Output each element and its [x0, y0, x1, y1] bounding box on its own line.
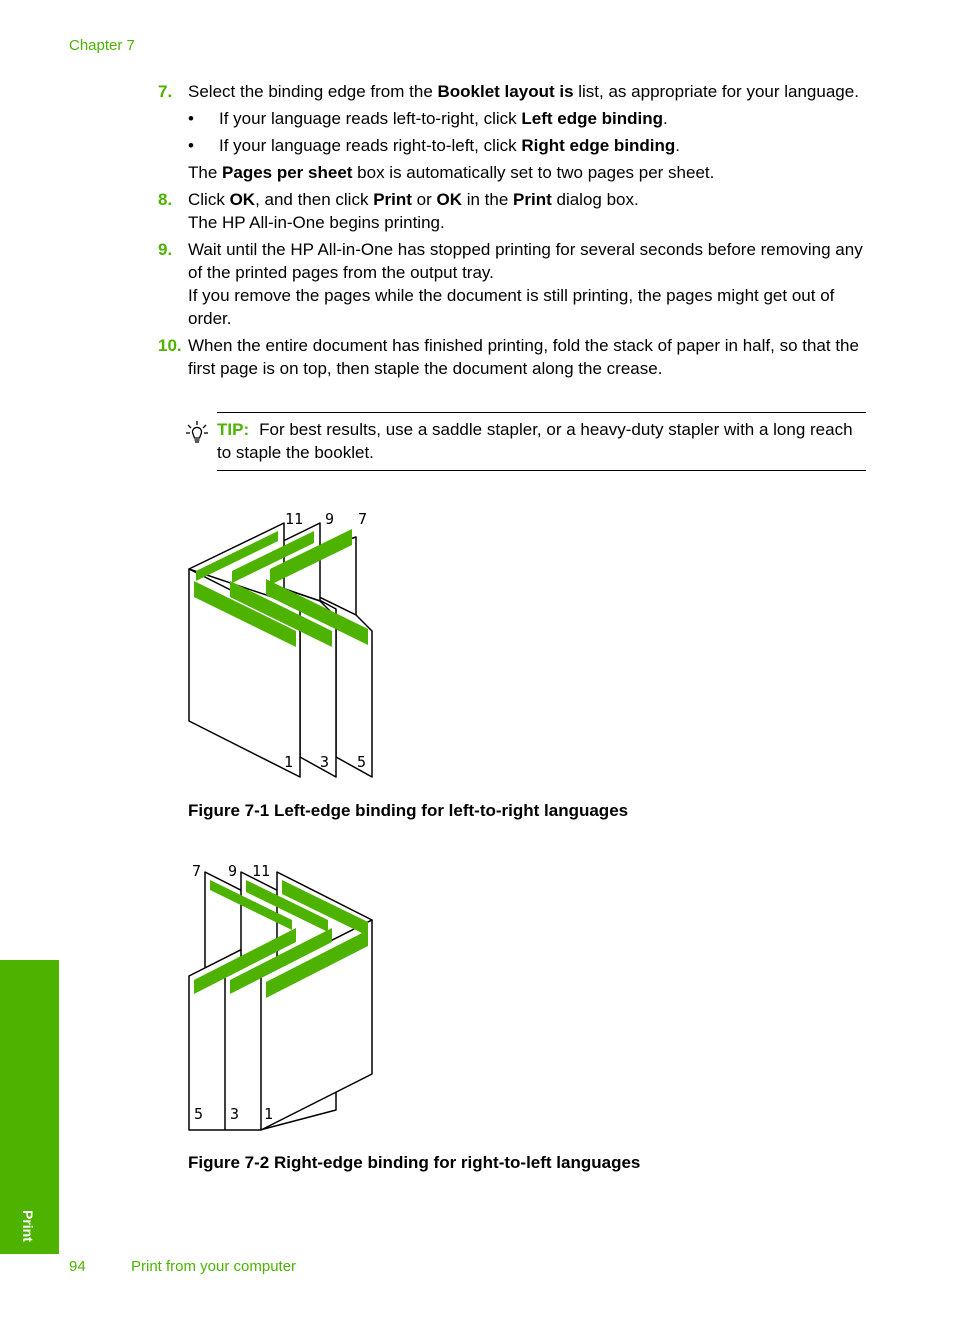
- page-label: 1: [284, 753, 294, 771]
- figure-2-caption: Figure 7-2 Right-edge binding for right-to-left languages: [188, 1153, 641, 1172]
- bullet-item: • If your language reads right-to-left, click Right edge binding.: [188, 136, 681, 155]
- page-label: 3: [320, 753, 330, 771]
- step-number: 10.: [158, 336, 182, 355]
- tip-top-rule: [217, 412, 866, 413]
- steps-list: [158, 80, 866, 384]
- figure-right-edge-binding: [186, 858, 386, 1138]
- step-text: Click OK, and then click Print or OK in the Print dialog box.: [188, 190, 639, 209]
- page-label: 9: [228, 862, 238, 880]
- step-number: 8.: [158, 190, 173, 209]
- page-label: 9: [325, 510, 335, 528]
- step-text: Wait until the HP All-in-One has stopped printing for several seconds before removing any of the printed pages from the output tray.: [188, 240, 863, 282]
- tip-bottom-rule: [217, 470, 866, 471]
- lightbulb-icon: [186, 421, 208, 445]
- step-8: [158, 188, 866, 234]
- page-label: 1: [264, 1105, 274, 1123]
- step-note: The HP All-in-One begins printing.: [188, 213, 445, 232]
- page-label: 11: [252, 862, 271, 880]
- chapter-header: Chapter 7: [69, 37, 135, 54]
- step-text: When the entire document has finished printing, fold the stack of paper in half, so that the first page is on top, then staple the document along the crease.: [188, 336, 859, 378]
- tip-text: TIP: For best results, use a saddle stapler, or a heavy-duty stapler with a long reach to staple the booklet.: [217, 420, 853, 462]
- step-number: 7.: [158, 82, 173, 101]
- step-10: [158, 334, 866, 380]
- bullet-item: • If your language reads left-to-right, click Left edge binding.: [188, 109, 668, 128]
- page-number: 94: [69, 1258, 86, 1275]
- side-tab-label: Print: [20, 1210, 36, 1242]
- page-label: 5: [194, 1105, 204, 1123]
- step-number: 9.: [158, 240, 173, 259]
- step-9: [158, 238, 866, 330]
- step-note: The Pages per sheet box is automatically set to two pages per sheet.: [188, 163, 715, 182]
- step-7: [158, 80, 866, 184]
- page-label: 7: [358, 510, 368, 528]
- step-text: Select the binding edge from the Booklet layout is list, as appropriate for your language.: [188, 82, 859, 101]
- page-label: 11: [285, 510, 304, 528]
- figure-1-caption: Figure 7-1 Left-edge binding for left-to-right languages: [188, 801, 629, 820]
- page-label: 3: [230, 1105, 240, 1123]
- figure-left-edge-binding: [186, 505, 386, 785]
- footer-title: Print from your computer: [131, 1258, 297, 1275]
- step-note: If you remove the pages while the document is still printing, the pages might get out of order.: [188, 286, 835, 328]
- page-label: 7: [192, 862, 202, 880]
- page-label: 5: [357, 753, 367, 771]
